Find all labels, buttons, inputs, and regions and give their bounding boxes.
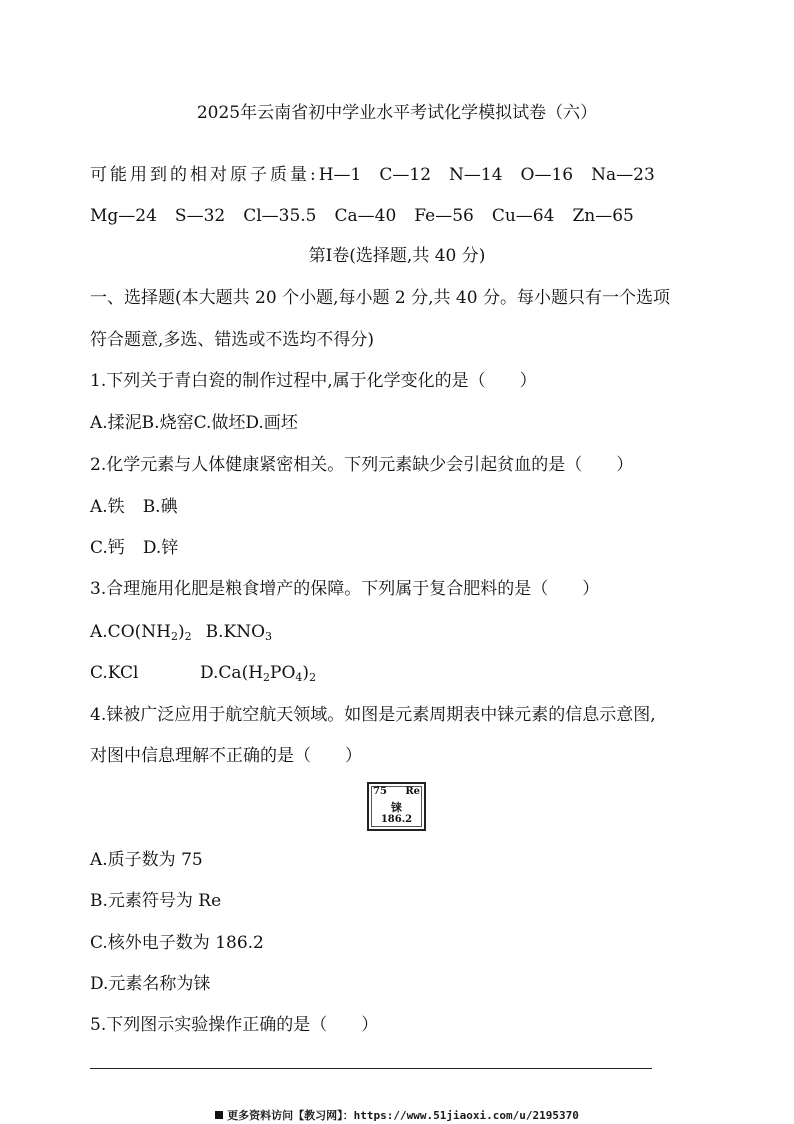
option-a: $A.CO(NH_2)_2$ — [90, 622, 192, 643]
atomic-mass-item: C—12 — [379, 165, 432, 185]
option-c: C.KCl — [90, 663, 139, 683]
atomic-mass-item: Cu—64 — [491, 206, 555, 226]
question-2-options-row-1 — [90, 496, 178, 518]
element-atomic-number: 75 — [373, 786, 387, 797]
atomic-mass-item: Fe—56 — [414, 206, 474, 226]
atomic-mass-label: 可能用到的相对原子质量: — [90, 165, 319, 185]
question-4-stem-line-1: 4.铼被广泛应用于航空航天领域。如图是元素周期表中铼元素的信息示意图, — [90, 705, 656, 725]
option-b: B.碘 — [142, 497, 178, 517]
element-atomic-mass: 186.2 — [380, 814, 413, 825]
option-d: $D.Ca(H_2PO_4)_2$ — [200, 663, 317, 684]
flag-icon — [215, 1111, 223, 1119]
footer-text: 更多资料访问【教习网】：https://www.51jiaoxi.com/u/2195370 — [227, 1109, 579, 1122]
instructions-line-1: 一、选择题(本大题共 20 个小题,每小题 2 分,共 40 分。每小题只有一个选项 — [90, 288, 670, 308]
page-divider — [90, 1068, 652, 1069]
question-3-options-row-2 — [90, 662, 316, 689]
atomic-mass-line-2 — [90, 205, 634, 227]
exam-title: 2025年云南省初中学业水平考试化学模拟试卷（六） — [196, 103, 598, 123]
question-2-stem: 2.化学元素与人体健康紧密相关。下列元素缺少会引起贫血的是（ ） — [90, 455, 634, 475]
question-1-options: A.揉泥B.烧窑C.做坯D.画坯 — [90, 413, 298, 433]
question-4-option-d: D.元素名称为铼 — [90, 974, 211, 994]
atomic-mass-item: Cl—35.5 — [243, 206, 317, 226]
instructions-line-2: 符合题意,多选、错选或不选均不得分) — [90, 330, 375, 350]
option-a: A.铁 — [90, 497, 125, 517]
element-symbol: Re — [405, 786, 420, 797]
footer-link[interactable] — [0, 1107, 794, 1123]
atomic-mass-item: Na—23 — [591, 165, 655, 185]
section-title: 第Ⅰ卷(选择题,共 40 分) — [308, 246, 486, 266]
question-1-stem: 1.下列关于青白瓷的制作过程中,属于化学变化的是（ ） — [90, 371, 537, 391]
question-4-option-a: A.质子数为 75 — [90, 850, 203, 870]
question-4-stem-line-2: 对图中信息理解不正确的是（ ） — [90, 746, 362, 766]
option-b: $B.KNO_3$ — [205, 622, 273, 643]
atomic-mass-item: N—14 — [449, 165, 503, 185]
atomic-mass-item: Zn—65 — [572, 206, 634, 226]
atomic-mass-item: Ca—40 — [334, 206, 397, 226]
atomic-mass-item: Mg—24 — [90, 206, 157, 226]
element-info-card — [367, 782, 426, 831]
question-4-option-c: C.核外电子数为 186.2 — [90, 933, 264, 953]
atomic-mass-item: S—32 — [174, 206, 226, 226]
atomic-mass-item: H—1 — [318, 165, 362, 185]
element-name: 铼 — [391, 801, 402, 814]
option-d: D.锌 — [142, 538, 179, 558]
question-5-stem: 5.下列图示实验操作正确的是（ ） — [90, 1015, 379, 1035]
question-2-options-row-2 — [90, 537, 178, 559]
question-3-options-row-1 — [90, 621, 272, 648]
question-3-stem: 3.合理施用化肥是粮食增产的保障。下列属于复合肥料的是（ ） — [90, 579, 600, 599]
atomic-mass-item: O—16 — [520, 165, 574, 185]
atomic-mass-line-1 — [90, 164, 655, 186]
question-4-option-b: B.元素符号为 Re — [90, 891, 222, 911]
option-c: C.钙 — [90, 538, 125, 558]
